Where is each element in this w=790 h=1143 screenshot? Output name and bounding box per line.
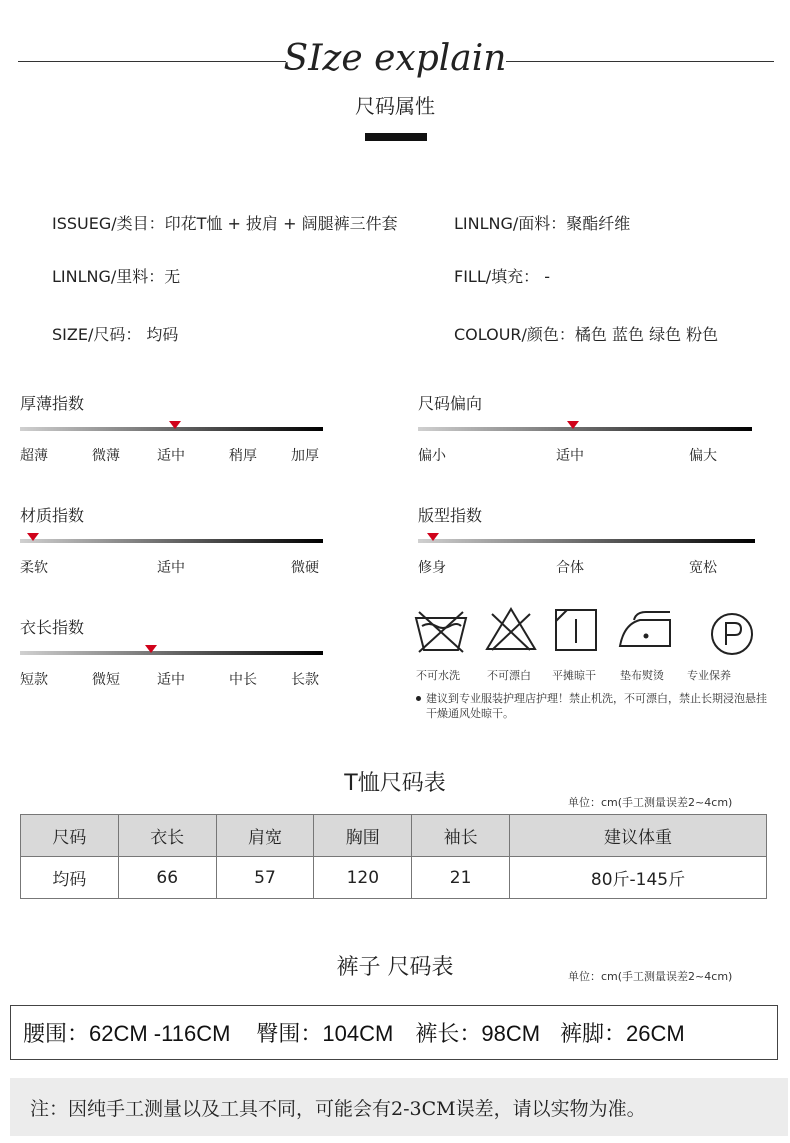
table-cell: 66 <box>118 857 216 899</box>
attr-category: ISSUEG/类目：印花T恤 + 披肩 + 阔腿裤三件套 <box>52 214 398 233</box>
material-tick: 微硬 <box>291 560 319 576</box>
pants-hip: 臀围：104CM <box>256 1021 394 1046</box>
thickness-index-title: 厚薄指数 <box>20 394 85 413</box>
care-label: 专业保养 <box>687 669 731 682</box>
length-tick: 微短 <box>92 672 120 688</box>
thickness-tick: 稍厚 <box>229 448 257 464</box>
fit-index-title: 版型指数 <box>418 506 483 525</box>
material-marker <box>27 533 39 541</box>
size-bias-scale-bar <box>418 427 752 431</box>
no-bleach-icon <box>484 606 538 656</box>
bullet-dot-icon <box>416 696 421 701</box>
fit-tick: 宽松 <box>689 560 717 576</box>
size-bias-marker <box>567 421 579 429</box>
care-label: 不可水洗 <box>416 669 460 682</box>
fit-scale-bar <box>418 539 755 543</box>
table-header-cell: 肩宽 <box>216 815 314 857</box>
tshirt-table-title: T恤尺码表 <box>344 771 446 796</box>
table-header-cell: 胸围 <box>314 815 412 857</box>
pants-unit-note: 单位：cm(手工测量误差2~4cm) <box>568 970 733 983</box>
pants-waist: 腰围：62CM -116CM <box>23 1021 231 1046</box>
professional-clean-icon <box>709 611 755 661</box>
table-cell: 80斤-145斤 <box>509 857 766 899</box>
length-marker <box>145 645 157 653</box>
care-label: 平摊晾干 <box>552 669 596 682</box>
table-row <box>21 857 767 899</box>
material-tick: 柔软 <box>20 560 48 576</box>
thickness-tick: 适中 <box>157 448 185 464</box>
length-tick: 长款 <box>291 672 319 688</box>
length-index-title: 衣长指数 <box>20 618 85 637</box>
size-bias-tick: 偏小 <box>418 448 446 464</box>
thickness-tick: 加厚 <box>291 448 319 464</box>
thickness-tick: 微薄 <box>92 448 120 464</box>
thickness-tick: 超薄 <box>20 448 48 464</box>
title-english: SIze explain <box>283 38 507 79</box>
material-index-title: 材质指数 <box>20 506 85 525</box>
length-scale-bar <box>20 651 323 655</box>
pants-foot: 裤脚：26CM <box>560 1021 685 1046</box>
table-cell: 21 <box>412 857 510 899</box>
title-underline-bar <box>365 133 427 141</box>
table-header-cell: 袖长 <box>412 815 510 857</box>
care-label: 不可漂白 <box>487 669 531 682</box>
size-bias-tick: 适中 <box>556 448 584 464</box>
table-header-cell: 建议体重 <box>509 815 766 857</box>
tshirt-size-table <box>20 814 767 899</box>
length-tick: 适中 <box>157 672 185 688</box>
tshirt-unit-note: 单位：cm(手工测量误差2~4cm) <box>568 796 733 809</box>
flat-dry-icon <box>553 607 599 657</box>
attr-colour: COLOUR/颜色：橘色 蓝色 绿色 粉色 <box>454 325 719 344</box>
care-label: 垫布熨烫 <box>620 669 664 682</box>
table-cell: 均码 <box>21 857 119 899</box>
iron-icon <box>616 610 674 656</box>
table-header-row <box>21 815 767 857</box>
table-cell: 120 <box>314 857 412 899</box>
no-wash-icon <box>413 608 469 658</box>
pants-size-box <box>10 1005 778 1060</box>
attr-fill: FILL/填充： - <box>454 267 551 286</box>
fit-tick: 修身 <box>418 560 446 576</box>
material-tick: 适中 <box>157 560 185 576</box>
fit-tick: 合体 <box>556 560 584 576</box>
length-tick: 短款 <box>20 672 48 688</box>
table-cell: 57 <box>216 857 314 899</box>
footer-note: 注：因纯手工测量以及工具不同，可能会有2-3CM误差，请以实物为准。 <box>30 1097 646 1120</box>
fit-marker <box>427 533 439 541</box>
pants-length: 裤长：98CM <box>415 1021 541 1046</box>
attr-lining: LINLNG/里料：无 <box>52 267 181 286</box>
table-header-cell: 尺码 <box>21 815 119 857</box>
attr-size: SIZE/尺码： 均码 <box>52 325 179 344</box>
thickness-marker <box>169 421 181 429</box>
length-tick: 中长 <box>229 672 257 688</box>
material-scale-bar <box>20 539 323 543</box>
pants-table-title: 裤子 尺码表 <box>336 955 454 980</box>
attr-fabric: LINLNG/面料：聚酯纤维 <box>454 214 631 233</box>
table-header-cell: 衣长 <box>118 815 216 857</box>
footer-note-band <box>10 1078 788 1136</box>
title-chinese: 尺码属性 <box>355 94 435 118</box>
care-note: 建议到专业服装护理店护理！禁止机洗，不可漂白，禁止长期浸泡悬挂干燥通风处晾干。 <box>426 692 767 720</box>
size-bias-index-title: 尺码偏向 <box>418 394 483 413</box>
size-bias-tick: 偏大 <box>689 448 717 464</box>
